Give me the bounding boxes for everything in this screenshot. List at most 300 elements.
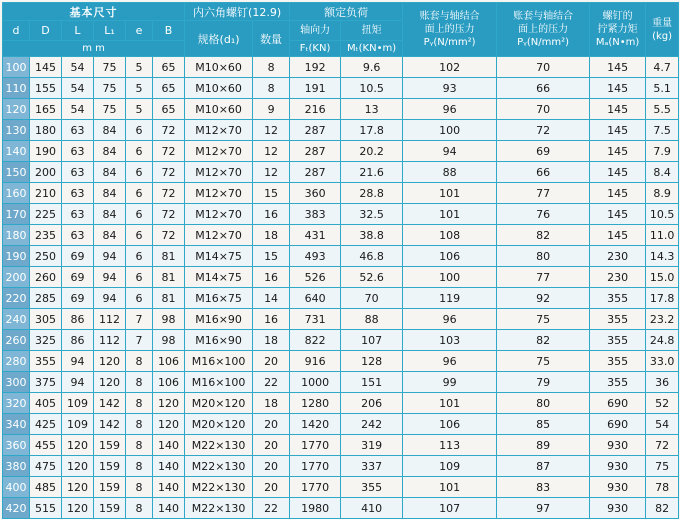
cell-d: 260	[3, 330, 30, 351]
cell-weight: 24.8	[646, 330, 679, 351]
cell-spec: M14×75	[185, 246, 253, 267]
table-header	[3, 3, 679, 57]
cell-spec: M12×70	[185, 120, 253, 141]
cell-d: 190	[3, 246, 30, 267]
cell-torque: 319	[341, 435, 403, 456]
cell-hub-pressure: 66	[497, 162, 590, 183]
cell-tightening-torque: 230	[590, 267, 646, 288]
cell-sleeve-pressure: 119	[403, 288, 497, 309]
cell-L1: 94	[94, 288, 126, 309]
cell-weight: 10.5	[646, 204, 679, 225]
table-row	[3, 288, 679, 309]
cell-weight: 15.0	[646, 267, 679, 288]
cell-torque: 21.6	[341, 162, 403, 183]
cell-weight: 7.9	[646, 141, 679, 162]
cell-torque: 70	[341, 288, 403, 309]
cell-qty: 12	[253, 141, 290, 162]
cell-weight: 8.9	[646, 183, 679, 204]
cell-L: 54	[62, 78, 94, 99]
cell-tightening-torque: 355	[590, 309, 646, 330]
cell-hub-pressure: 80	[497, 393, 590, 414]
cell-axial-force: 1000	[290, 372, 341, 393]
cell-D: 190	[30, 141, 62, 162]
cell-axial-force: 360	[290, 183, 341, 204]
header-d: d	[3, 21, 30, 41]
cell-torque: 32.5	[341, 204, 403, 225]
cell-d: 340	[3, 414, 30, 435]
cell-axial-force: 526	[290, 267, 341, 288]
cell-d: 180	[3, 225, 30, 246]
cell-B: 106	[153, 372, 185, 393]
table-row	[3, 351, 679, 372]
cell-e: 6	[126, 162, 153, 183]
cell-weight: 82	[646, 498, 679, 519]
table-row	[3, 393, 679, 414]
tightening-line2: 拧紧力矩	[597, 24, 638, 35]
cell-qty: 9	[253, 99, 290, 120]
table-body	[3, 57, 679, 519]
cell-L1: 84	[94, 204, 126, 225]
cell-spec: M16×90	[185, 309, 253, 330]
cell-spec: M14×75	[185, 267, 253, 288]
cell-hub-pressure: 82	[497, 225, 590, 246]
cell-L: 86	[62, 330, 94, 351]
cell-B: 72	[153, 120, 185, 141]
cell-L: 109	[62, 393, 94, 414]
cell-axial-force: 431	[290, 225, 341, 246]
header-weight	[646, 3, 679, 57]
cell-L1: 120	[94, 351, 126, 372]
cell-d: 120	[3, 99, 30, 120]
cell-hub-pressure: 70	[497, 57, 590, 78]
cell-tightening-torque: 145	[590, 57, 646, 78]
cell-torque: 242	[341, 414, 403, 435]
table-row	[3, 477, 679, 498]
cell-tightening-torque: 145	[590, 78, 646, 99]
cell-hub-pressure: 75	[497, 351, 590, 372]
cell-tightening-torque: 930	[590, 477, 646, 498]
cell-spec: M16×75	[185, 288, 253, 309]
cell-D: 515	[30, 498, 62, 519]
cell-axial-force: 822	[290, 330, 341, 351]
cell-B: 120	[153, 393, 185, 414]
cell-tightening-torque: 145	[590, 162, 646, 183]
cell-L1: 120	[94, 372, 126, 393]
cell-spec: M12×70	[185, 141, 253, 162]
table-row	[3, 204, 679, 225]
cell-D: 145	[30, 57, 62, 78]
cell-e: 8	[126, 435, 153, 456]
cell-e: 6	[126, 246, 153, 267]
cell-tightening-torque: 930	[590, 435, 646, 456]
cell-e: 6	[126, 288, 153, 309]
cell-e: 6	[126, 141, 153, 162]
cell-e: 5	[126, 57, 153, 78]
cell-axial-force: 1770	[290, 456, 341, 477]
header-axial-force-symbol: Fₜ(KN)	[290, 41, 341, 57]
cell-weight: 5.1	[646, 78, 679, 99]
cell-qty: 12	[253, 120, 290, 141]
cell-d: 140	[3, 141, 30, 162]
cell-axial-force: 287	[290, 141, 341, 162]
cell-tightening-torque: 355	[590, 372, 646, 393]
cell-torque: 20.2	[341, 141, 403, 162]
cell-axial-force: 493	[290, 246, 341, 267]
cell-sleeve-pressure: 94	[403, 141, 497, 162]
cell-sleeve-pressure: 101	[403, 393, 497, 414]
cell-B: 65	[153, 57, 185, 78]
cell-qty: 20	[253, 456, 290, 477]
cell-qty: 16	[253, 309, 290, 330]
cell-L: 120	[62, 498, 94, 519]
cell-e: 8	[126, 498, 153, 519]
cell-B: 140	[153, 456, 185, 477]
cell-e: 8	[126, 456, 153, 477]
table-row	[3, 57, 679, 78]
cell-sleeve-pressure: 109	[403, 456, 497, 477]
cell-B: 65	[153, 99, 185, 120]
cell-D: 455	[30, 435, 62, 456]
cell-d: 400	[3, 477, 30, 498]
cell-L: 54	[62, 99, 94, 120]
cell-L1: 84	[94, 162, 126, 183]
cell-torque: 107	[341, 330, 403, 351]
cell-qty: 16	[253, 204, 290, 225]
cell-L: 120	[62, 477, 94, 498]
header-sleeve-pressure	[403, 3, 497, 57]
cell-sleeve-pressure: 99	[403, 372, 497, 393]
header-axial-force: 轴向力	[290, 21, 341, 41]
cell-B: 140	[153, 477, 185, 498]
cell-L: 86	[62, 309, 94, 330]
cell-tightening-torque: 145	[590, 120, 646, 141]
cell-L1: 159	[94, 498, 126, 519]
cell-hub-pressure: 80	[497, 246, 590, 267]
coupling-spec-table	[2, 2, 679, 519]
cell-torque: 13	[341, 99, 403, 120]
table-row	[3, 162, 679, 183]
cell-axial-force: 1420	[290, 414, 341, 435]
cell-D: 355	[30, 351, 62, 372]
cell-D: 180	[30, 120, 62, 141]
cell-qty: 20	[253, 351, 290, 372]
cell-e: 5	[126, 99, 153, 120]
cell-sleeve-pressure: 101	[403, 477, 497, 498]
cell-L: 94	[62, 351, 94, 372]
cell-D: 325	[30, 330, 62, 351]
cell-qty: 15	[253, 183, 290, 204]
cell-e: 6	[126, 225, 153, 246]
cell-torque: 337	[341, 456, 403, 477]
table-row	[3, 435, 679, 456]
cell-L1: 84	[94, 141, 126, 162]
cell-hub-pressure: 89	[497, 435, 590, 456]
cell-e: 8	[126, 393, 153, 414]
tightening-symbol: Mₐ(N•m)	[595, 37, 640, 48]
cell-e: 5	[126, 78, 153, 99]
cell-B: 81	[153, 288, 185, 309]
cell-axial-force: 731	[290, 309, 341, 330]
cell-weight: 7.5	[646, 120, 679, 141]
cell-L1: 142	[94, 393, 126, 414]
cell-sleeve-pressure: 96	[403, 99, 497, 120]
cell-L: 63	[62, 120, 94, 141]
cell-torque: 88	[341, 309, 403, 330]
cell-spec: M22×130	[185, 477, 253, 498]
cell-d: 220	[3, 288, 30, 309]
cell-hub-pressure: 85	[497, 414, 590, 435]
cell-weight: 4.7	[646, 57, 679, 78]
cell-tightening-torque: 690	[590, 414, 646, 435]
cell-d: 110	[3, 78, 30, 99]
cell-hub-pressure: 82	[497, 330, 590, 351]
cell-axial-force: 216	[290, 99, 341, 120]
cell-weight: 33.0	[646, 351, 679, 372]
cell-D: 405	[30, 393, 62, 414]
table-row	[3, 330, 679, 351]
cell-tightening-torque: 145	[590, 141, 646, 162]
cell-axial-force: 1980	[290, 498, 341, 519]
cell-tightening-torque: 230	[590, 246, 646, 267]
cell-spec: M16×100	[185, 351, 253, 372]
cell-torque: 52.6	[341, 267, 403, 288]
cell-torque: 9.6	[341, 57, 403, 78]
cell-axial-force: 287	[290, 120, 341, 141]
cell-L: 54	[62, 57, 94, 78]
sleeve-pressure-line1: 账套与轴结合	[419, 11, 480, 22]
header-e: e	[126, 21, 153, 41]
cell-sleeve-pressure: 102	[403, 57, 497, 78]
cell-axial-force: 916	[290, 351, 341, 372]
cell-weight: 75	[646, 456, 679, 477]
cell-D: 485	[30, 477, 62, 498]
cell-d: 420	[3, 498, 30, 519]
table-row	[3, 78, 679, 99]
cell-torque: 17.8	[341, 120, 403, 141]
cell-sleeve-pressure: 93	[403, 78, 497, 99]
cell-B: 98	[153, 309, 185, 330]
cell-hub-pressure: 77	[497, 267, 590, 288]
cell-weight: 36	[646, 372, 679, 393]
cell-d: 380	[3, 456, 30, 477]
cell-hub-pressure: 70	[497, 99, 590, 120]
cell-tightening-torque: 355	[590, 288, 646, 309]
cell-qty: 8	[253, 57, 290, 78]
cell-e: 8	[126, 414, 153, 435]
cell-spec: M12×70	[185, 183, 253, 204]
cell-spec: M22×130	[185, 456, 253, 477]
cell-tightening-torque: 930	[590, 498, 646, 519]
cell-qty: 20	[253, 435, 290, 456]
cell-sleeve-pressure: 96	[403, 351, 497, 372]
cell-hub-pressure: 77	[497, 183, 590, 204]
cell-spec: M22×130	[185, 435, 253, 456]
cell-weight: 17.8	[646, 288, 679, 309]
cell-sleeve-pressure: 100	[403, 120, 497, 141]
cell-d: 130	[3, 120, 30, 141]
cell-hub-pressure: 83	[497, 477, 590, 498]
cell-axial-force: 1770	[290, 477, 341, 498]
cell-L: 69	[62, 288, 94, 309]
cell-d: 160	[3, 183, 30, 204]
cell-sleeve-pressure: 100	[403, 267, 497, 288]
cell-torque: 410	[341, 498, 403, 519]
cell-e: 8	[126, 372, 153, 393]
hub-pressure-line2: 面上的压力	[518, 24, 569, 35]
cell-L: 69	[62, 267, 94, 288]
weight-line2: (kg)	[652, 30, 673, 42]
cell-weight: 23.2	[646, 309, 679, 330]
cell-qty: 20	[253, 477, 290, 498]
cell-qty: 14	[253, 288, 290, 309]
cell-L: 120	[62, 435, 94, 456]
cell-torque: 151	[341, 372, 403, 393]
header-unit-mm: m m	[3, 41, 185, 57]
cell-e: 8	[126, 477, 153, 498]
table-row	[3, 372, 679, 393]
header-spec: 规格(d₁)	[185, 21, 253, 57]
cell-d: 100	[3, 57, 30, 78]
cell-torque: 128	[341, 351, 403, 372]
sleeve-pressure-line2: 面上的压力	[424, 24, 475, 35]
cell-e: 6	[126, 183, 153, 204]
cell-qty: 15	[253, 246, 290, 267]
cell-hub-pressure: 75	[497, 309, 590, 330]
cell-weight: 5.5	[646, 99, 679, 120]
cell-torque: 46.8	[341, 246, 403, 267]
table-row	[3, 141, 679, 162]
cell-sleeve-pressure: 101	[403, 204, 497, 225]
cell-spec: M10×60	[185, 57, 253, 78]
table-row	[3, 225, 679, 246]
cell-tightening-torque: 355	[590, 330, 646, 351]
header-B: B	[153, 21, 185, 41]
cell-hub-pressure: 66	[497, 78, 590, 99]
cell-spec: M12×70	[185, 204, 253, 225]
cell-L: 63	[62, 225, 94, 246]
cell-axial-force: 383	[290, 204, 341, 225]
cell-qty: 18	[253, 225, 290, 246]
hub-pressure-line1: 账套与轴结合	[513, 11, 574, 22]
cell-hub-pressure: 92	[497, 288, 590, 309]
cell-qty: 16	[253, 267, 290, 288]
header-D: D	[30, 21, 62, 41]
cell-d: 170	[3, 204, 30, 225]
cell-D: 165	[30, 99, 62, 120]
cell-D: 375	[30, 372, 62, 393]
cell-sleeve-pressure: 106	[403, 414, 497, 435]
header-hub-pressure	[497, 3, 590, 57]
cell-B: 72	[153, 204, 185, 225]
cell-L1: 75	[94, 99, 126, 120]
cell-hub-pressure: 97	[497, 498, 590, 519]
cell-D: 260	[30, 267, 62, 288]
cell-torque: 38.8	[341, 225, 403, 246]
cell-spec: M10×60	[185, 78, 253, 99]
cell-tightening-torque: 145	[590, 99, 646, 120]
cell-L1: 159	[94, 456, 126, 477]
cell-spec: M16×90	[185, 330, 253, 351]
cell-L1: 159	[94, 435, 126, 456]
cell-L1: 84	[94, 225, 126, 246]
cell-e: 7	[126, 330, 153, 351]
cell-B: 140	[153, 498, 185, 519]
cell-axial-force: 287	[290, 162, 341, 183]
cell-tightening-torque: 355	[590, 351, 646, 372]
cell-sleeve-pressure: 103	[403, 330, 497, 351]
cell-B: 72	[153, 162, 185, 183]
cell-spec: M12×70	[185, 225, 253, 246]
cell-B: 72	[153, 141, 185, 162]
cell-torque: 28.8	[341, 183, 403, 204]
header-torque: 扭矩	[341, 21, 403, 41]
group-rated-load: 额定负荷	[290, 3, 403, 21]
cell-spec: M12×70	[185, 162, 253, 183]
cell-weight: 54	[646, 414, 679, 435]
cell-sleeve-pressure: 101	[403, 183, 497, 204]
cell-L: 63	[62, 141, 94, 162]
cell-B: 98	[153, 330, 185, 351]
cell-sleeve-pressure: 88	[403, 162, 497, 183]
cell-axial-force: 192	[290, 57, 341, 78]
table-row	[3, 498, 679, 519]
cell-hub-pressure: 79	[497, 372, 590, 393]
cell-qty: 22	[253, 372, 290, 393]
header-L: L	[62, 21, 94, 41]
cell-L: 69	[62, 246, 94, 267]
cell-spec: M20×120	[185, 414, 253, 435]
cell-D: 235	[30, 225, 62, 246]
cell-sleeve-pressure: 108	[403, 225, 497, 246]
cell-sleeve-pressure: 96	[403, 309, 497, 330]
cell-sleeve-pressure: 106	[403, 246, 497, 267]
table-row	[3, 246, 679, 267]
cell-sleeve-pressure: 113	[403, 435, 497, 456]
cell-qty: 12	[253, 162, 290, 183]
cell-D: 225	[30, 204, 62, 225]
cell-D: 155	[30, 78, 62, 99]
cell-tightening-torque: 145	[590, 225, 646, 246]
cell-hub-pressure: 76	[497, 204, 590, 225]
table-row	[3, 456, 679, 477]
cell-weight: 14.3	[646, 246, 679, 267]
cell-d: 240	[3, 309, 30, 330]
cell-L: 94	[62, 372, 94, 393]
cell-D: 285	[30, 288, 62, 309]
cell-D: 475	[30, 456, 62, 477]
cell-e: 6	[126, 204, 153, 225]
cell-B: 106	[153, 351, 185, 372]
cell-L1: 84	[94, 120, 126, 141]
cell-L1: 112	[94, 309, 126, 330]
cell-tightening-torque: 145	[590, 204, 646, 225]
cell-spec: M20×120	[185, 393, 253, 414]
cell-torque: 10.5	[341, 78, 403, 99]
cell-L: 63	[62, 204, 94, 225]
cell-L: 109	[62, 414, 94, 435]
cell-e: 6	[126, 267, 153, 288]
cell-e: 6	[126, 120, 153, 141]
cell-torque: 355	[341, 477, 403, 498]
cell-d: 200	[3, 267, 30, 288]
cell-d: 300	[3, 372, 30, 393]
cell-L: 120	[62, 456, 94, 477]
cell-weight: 52	[646, 393, 679, 414]
cell-L1: 75	[94, 78, 126, 99]
group-basic-dimensions: 基本尺寸	[3, 3, 185, 21]
cell-tightening-torque: 930	[590, 456, 646, 477]
cell-B: 81	[153, 246, 185, 267]
